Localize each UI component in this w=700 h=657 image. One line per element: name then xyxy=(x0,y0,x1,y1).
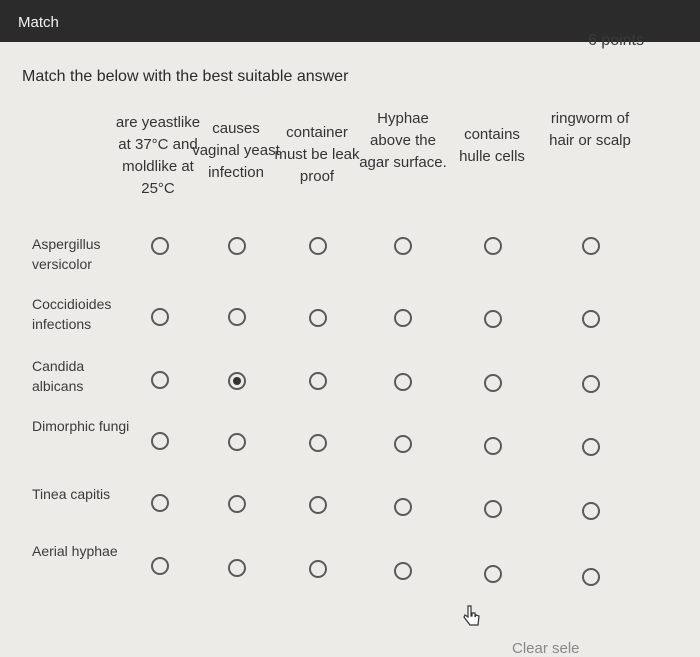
radio-r4-c1[interactable] xyxy=(151,432,169,450)
radio-r6-c2[interactable] xyxy=(228,559,246,577)
radio-r1-c6[interactable] xyxy=(582,237,600,255)
question-text: Match the below with the best suitable answer xyxy=(22,68,349,85)
radio-r1-c4[interactable] xyxy=(394,237,412,255)
column-header-2: causes vaginal yeast infection xyxy=(192,120,280,181)
radio-r5-c5[interactable] xyxy=(484,500,502,518)
column-header-4: Hyphae above the agar surface. xyxy=(359,110,447,171)
radio-r5-c3[interactable] xyxy=(309,496,327,514)
row-label-2: Coccidioides infections xyxy=(32,296,112,332)
column-header-6: ringworm of hair or scalp xyxy=(549,110,631,149)
title-text: Match xyxy=(18,14,59,31)
radio-r4-c5[interactable] xyxy=(484,437,502,455)
radio-r4-c3[interactable] xyxy=(309,434,327,452)
radio-r2-c1[interactable] xyxy=(151,308,169,326)
radio-r3-c6[interactable] xyxy=(582,375,600,393)
radio-r1-c3[interactable] xyxy=(309,237,327,255)
radio-r1-c2[interactable] xyxy=(228,237,246,255)
radio-r4-c6[interactable] xyxy=(582,438,600,456)
row-label-6: Aerial hyphae xyxy=(32,543,118,559)
column-header-5: contains hulle cells xyxy=(459,126,525,165)
radio-r3-c4[interactable] xyxy=(394,373,412,391)
radio-r5-c4[interactable] xyxy=(394,498,412,516)
radio-r6-c3[interactable] xyxy=(309,560,327,578)
radio-r2-c5[interactable] xyxy=(484,310,502,328)
radio-r1-c5[interactable] xyxy=(484,237,502,255)
radio-r5-c2[interactable] xyxy=(228,495,246,513)
row-label-4: Dimorphic fungi xyxy=(32,418,130,434)
clear-selection-link[interactable]: Clear sele xyxy=(512,640,580,657)
hand-pointer-icon xyxy=(462,604,482,633)
radio-r3-c5[interactable] xyxy=(484,374,502,392)
radio-r1-c1[interactable] xyxy=(151,237,169,255)
radio-r4-c4[interactable] xyxy=(394,435,412,453)
radio-r6-c6[interactable] xyxy=(582,568,600,586)
radio-r6-c1[interactable] xyxy=(151,557,169,575)
points-label: 6 points xyxy=(587,32,644,49)
column-header-3: container must be leak proof xyxy=(274,124,360,185)
radio-r3-c3[interactable] xyxy=(309,372,327,390)
radio-r6-c5[interactable] xyxy=(484,565,502,583)
radio-r2-c6[interactable] xyxy=(582,310,600,328)
row-label-1: Aspergillus versicolor xyxy=(32,236,101,272)
radio-r5-c1[interactable] xyxy=(151,494,169,512)
radio-r2-c2[interactable] xyxy=(228,308,246,326)
column-header-1: are yeastlike at 37°C and moldlike at 25°C xyxy=(115,114,201,197)
radio-r4-c2[interactable] xyxy=(228,433,246,451)
radio-r2-c4[interactable] xyxy=(394,309,412,327)
radio-r3-c2[interactable] xyxy=(228,372,246,390)
row-label-5: Tinea capitis xyxy=(32,486,111,502)
row-label-3: Candida albicans xyxy=(32,358,85,394)
radio-r5-c6[interactable] xyxy=(582,502,600,520)
radio-r2-c3[interactable] xyxy=(309,309,327,327)
radio-r3-c1[interactable] xyxy=(151,371,169,389)
radio-r6-c4[interactable] xyxy=(394,562,412,580)
